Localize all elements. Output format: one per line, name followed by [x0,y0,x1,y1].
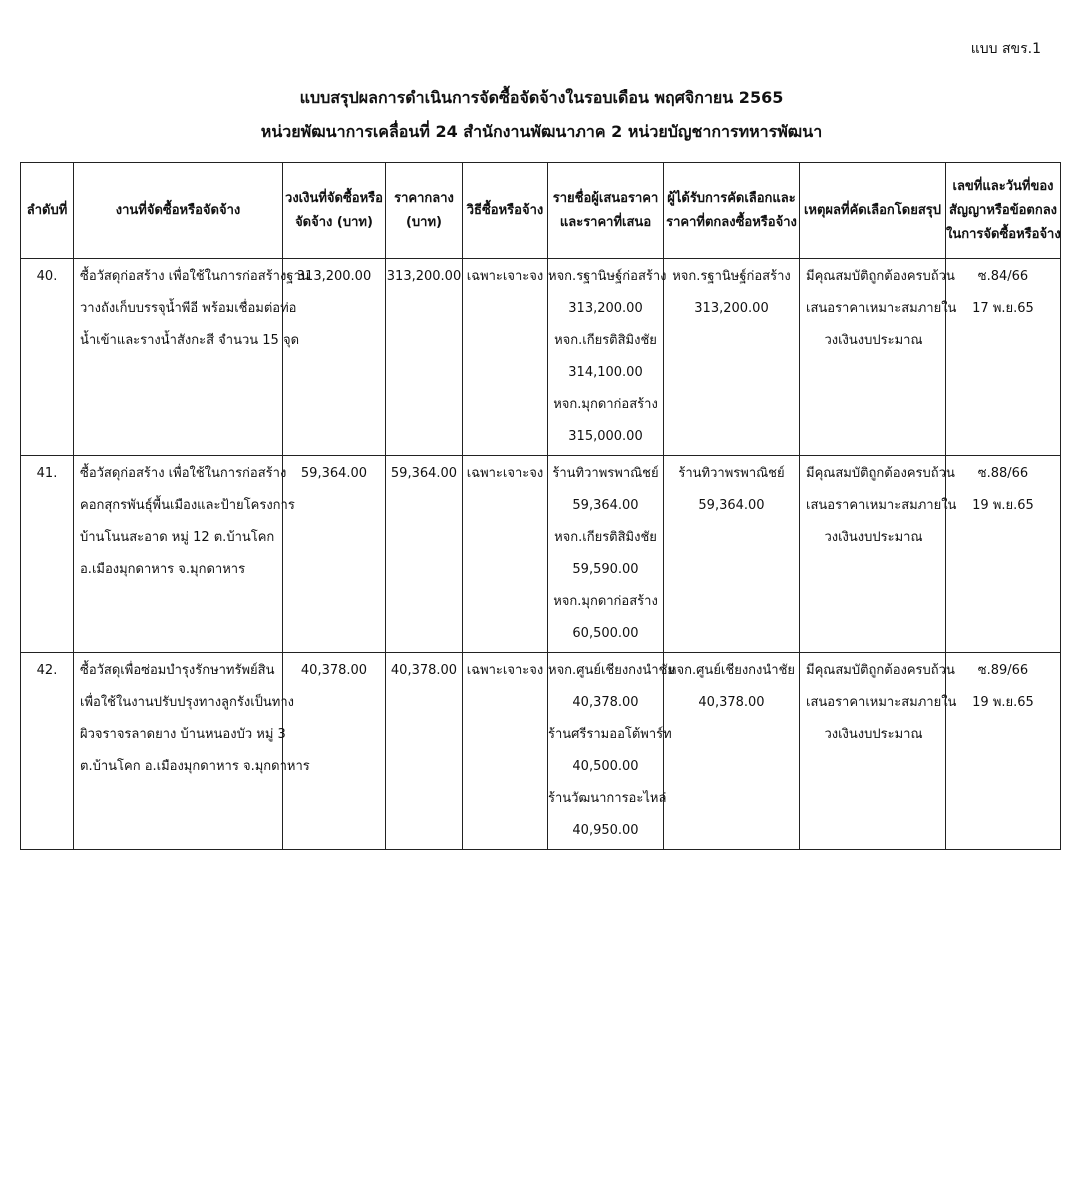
header-no: ลำดับที่ [21,163,74,259]
row-no: 42. [21,653,74,850]
header-bidders: รายชื่อผู้เสนอราคา และราคาที่เสนอ [548,163,664,259]
row-bidders: หจก.รฐานิษฐ์ก่อสร้าง 313,200.00 หจก.เกียรติสิมิงชัย 314,100.00 หจก.มุกดาก่อสร้าง 315,000.00 [548,259,664,456]
header-reason: เหตุผลที่คัดเลือกโดยสรุป [800,163,946,259]
row-median-price: 40,378.00 [386,653,463,850]
row-work: ซื้อวัสดุก่อสร้าง เพื่อใช้ในการก่อสร้าง คอกสุกรพันธุ์พื้นเมืองและป้ายโครงการ บ้านโนนสะอาด หมู่ 12 ต.บ้านโคก อ.เมืองมุกดาหาร จ.มุกดาหาร [74,456,283,653]
header-budget: วงเงินที่จัดซื้อหรือ จัดจ้าง (บาท) [283,163,386,259]
row-contract: ซ.88/66 19 พ.ย.65 [946,456,1061,653]
procurement-table [20,162,1061,850]
row-no: 40. [21,259,74,456]
row-no: 41. [21,456,74,653]
row-reason: มีคุณสมบัติถูกต้องครบถ้วน เสนอราคาเหมาะสมภายใน วงเงินงบประมาณ [800,259,946,456]
header-selected: ผู้ได้รับการคัดเลือกและ ราคาที่ตกลงซื้อหรือจ้าง [664,163,800,259]
row-bidders: ร้านทิวาพรพาณิชย์ 59,364.00 หจก.เกียรติสิมิงชัย 59,590.00 หจก.มุกดาก่อสร้าง 60,500.00 [548,456,664,653]
row-work: ซื้อวัสดุเพื่อซ่อมบำรุงรักษาทรัพย์สิน เพื่อใช้ในงานปรับปรุงทางลูกรังเป็นทาง ผิวจราจรลาดยาง บ้านหนองบัว หมู่ 3 ต.บ้านโคก อ.เมืองมุกดาหาร จ.มุกดาหาร [74,653,283,850]
row-work: ซื้อวัสดุก่อสร้าง เพื่อใช้ในการก่อสร้างฐาน วางถังเก็บบรรจุน้ำพีอี พร้อมเชื่อมต่อท่อ น้ำเข้าและรางน้ำสังกะสี จำนวน 15 จุด [74,259,283,456]
document-title: แบบสรุปผลการดำเนินการจัดซื้อจัดจ้างในรอบเดือน พฤศจิกายน 2565 [299,88,784,107]
header-work: งานที่จัดซื้อหรือจัดจ้าง [74,163,283,259]
header-method: วิธีซื้อหรือจ้าง [463,163,548,259]
row-median-price: 59,364.00 [386,456,463,653]
row-contract: ซ.89/66 19 พ.ย.65 [946,653,1061,850]
table-row [21,456,1061,653]
row-reason: มีคุณสมบัติถูกต้องครบถ้วน เสนอราคาเหมาะสมภายใน วงเงินงบประมาณ [800,653,946,850]
header-contract: เลขที่และวันที่ของ สัญญาหรือข้อตกลง ในการจัดซื้อหรือจ้าง [946,163,1061,259]
row-method: เฉพาะเจาะจง [463,653,548,850]
table-row [21,259,1061,456]
row-selected: ร้านทิวาพรพาณิชย์ 59,364.00 [664,456,800,653]
row-budget: 40,378.00 [283,653,386,850]
row-selected: หจก.รฐานิษฐ์ก่อสร้าง 313,200.00 [664,259,800,456]
row-median-price: 313,200.00 [386,259,463,456]
row-contract: ซ.84/66 17 พ.ย.65 [946,259,1061,456]
table-header-row [21,163,1061,259]
header-median-price: ราคากลาง (บาท) [386,163,463,259]
row-bidders: หจก.ศูนย์เชียงกงนำชัย 40,378.00 ร้านศรีรามออโต้พาร์ท 40,500.00 ร้านวัฒนาการอะไหล่ 40,950.00 [548,653,664,850]
document-subtitle: หน่วยพัฒนาการเคลื่อนที่ 24 สำนักงานพัฒนาภาค 2 หน่วยบัญชาการทหารพัฒนา [260,122,823,141]
table-row [21,653,1061,850]
row-reason: มีคุณสมบัติถูกต้องครบถ้วน เสนอราคาเหมาะสมภายใน วงเงินงบประมาณ [800,456,946,653]
row-method: เฉพาะเจาะจง [463,259,548,456]
row-selected: หจก.ศูนย์เชียงกงนำชัย 40,378.00 [664,653,800,850]
row-budget: 59,364.00 [283,456,386,653]
row-budget: 313,200.00 [283,259,386,456]
row-method: เฉพาะเจาะจง [463,456,548,653]
form-code: แบบ สขร.1 [970,41,1041,57]
